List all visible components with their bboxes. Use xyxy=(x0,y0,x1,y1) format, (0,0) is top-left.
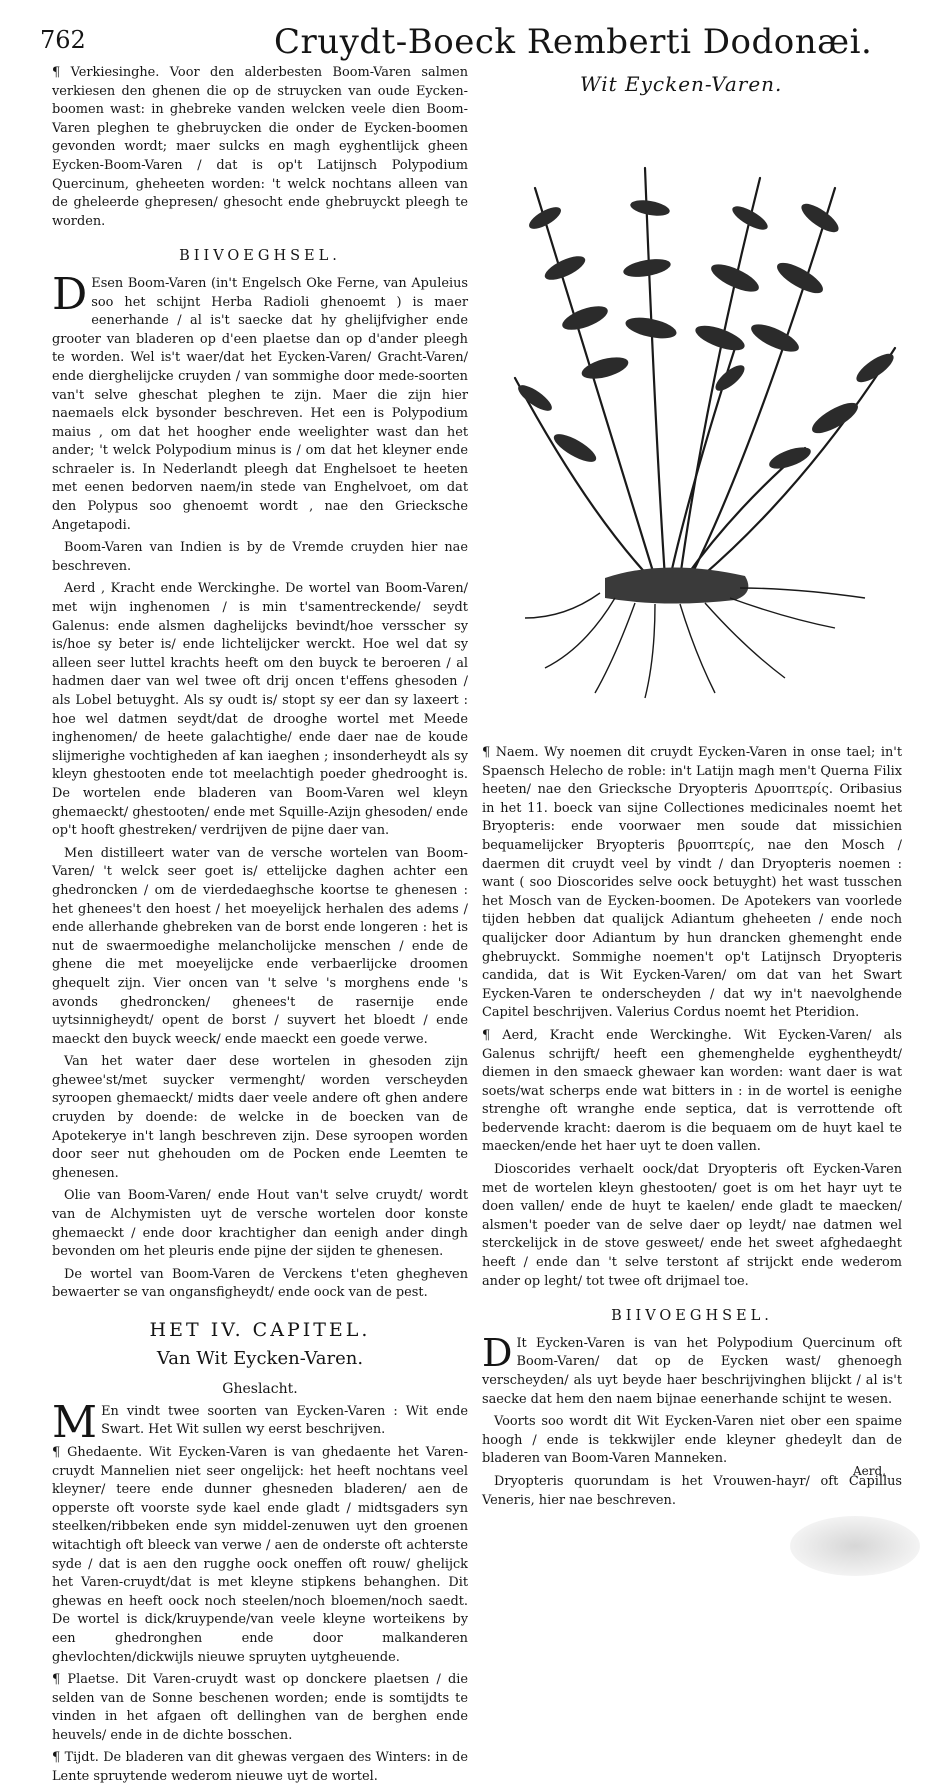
paragraph-text: It Eycken-Varen is van het Polypodium Quercinum oft Boom-Varen/ dat op de Eycken wast/ ghenoegh verscheyden/ als uyt beyde haer beschrijvinghen blijckt / al is't saecke dat hem den naem bijnae eenerhande schijnt te wesen. xyxy=(482,1335,902,1407)
paragraph-dioscorides: Dioscorides verhaelt oock/dat Dryopteris oft Eycken-Varen met de wortelen kleyn ghestooten/ goet is om het hayr uyt te doen vallen/ ende de huyt te kaelen/ ende gladt te maecken/ alsmen't poeder van de selve daer op leydt/ nae datmen wel sterckelijck in de stove gesweet/ ende het sweet afghedaeght heeft / ende dan 't selve terstont af strijckt ende wederom ander op leght/ tot twee oft drijmael toe. xyxy=(482,1162,902,1289)
paragraph-bijvoeghsel-2: Voorts soo wordt dit Wit Eycken-Varen niet ober een spaime hoogh / ende is tekkwijler ende kleyner ghedeylt dan de bladeren van Boom-Varen Manneken. xyxy=(482,1414,902,1467)
paragraph-naem: ¶ Naem. Wy noemen dit cruydt Eycken-Varen in onse tael; in't Spaensch Helecho de roble: in't Latijn magh men't Querna Filix heeten/ nae den Griecksche Dryopteris Δρυοπτερίς. Oribasius in het 11. boeck van sijne Collectiones medicinales noemt het Bryopteris: ende voorwaer men soude dat missichien bequamelijcker Bryopteris βρυοπτερίς, nae den Mosch / daermen dit cruydt veel by vindt / dan Dryopteris noemen : want ( soo Dioscorides selve oock betuyght) het wast tusschen het Mosch van de Eycken-boomen. De Apotekers van voorlede tijden hebben dat qualijck Adiantum gheheeten / ende noch qualijcker door Adiantum by hun drancken ghemenght ende ghebruyckt. Sommighe noemen't op't Latijnsch Dryopteris candida, dat is Wit Eycken-Varen/ om dat van het Swart Eycken-Varen te onderscheyden / dat wy in't naevolghende Capitel beschrijven. Valerius Cordus noemt het Pteridion. xyxy=(482,745,902,1021)
drop-cap: D xyxy=(482,1330,513,1375)
page-number: 762 xyxy=(40,26,86,54)
drop-cap: M xyxy=(52,1396,98,1448)
paragraph-verckens: De wortel van Boom-Varen de Verckens t'eten ghegheven bewaerter se van ongansfigheydt/ ende oock van de pest. xyxy=(52,1266,468,1301)
paragraph-text: En vindt twee soorten van Eycken-Varen : Wit ende Swart. Het Wit sullen wy eerst beschrijven. xyxy=(101,1403,468,1438)
paragraph-verkiesinghe: ¶ Verkiesinghe. Voor den alderbesten Boom-Varen salmen verkiesen den ghenen die op de struycken van oude Eycken-boomen wast: in ghebreke vanden welcken veele dien Boom-Varen pleghen te ghebruycken die onder de Eycken-boomen gevonden wordt; maer sulcks en magh eyghentlijck gheen Eycken-Boom-Varen / dat is op't Latijnsch Polypodium Quercinum, gheheeten worden: 't welck nochtans alleen van de gheleerde ghepresen/ ghesocht ende ghebruyckt pleegh te worden. xyxy=(52,65,468,229)
paragraph-text: Esen Boom-Varen (in't Engelsch Oke Ferne, van Apuleius soo het schijnt Herba Radioli ghenoemt ) is maer eenerhande / al is't saecke dat hy ghelijfvigher ende grooter van bladeren op d'een plaetse dan op d'ander pleegh te worden. Wel is't waer/dat het Eycken-Varen/ Gracht-Varen/ ende dierghelijcke cruyden / van sommighe door mede-soorten van't selve gheschat pleghen te zijn. Maer die zijn hier naemaels elck bysonder beschreven. Het een is Polypodium maius , om dat het hoogher ende weelighter wast dan het ander; 't welck Polypodium minus is / om dat het kleyner ende schraeler is. In Nederlandt pleegh dat Enghelsoet te heeten met eenen bedorven naem/in stede van Enghelvoet, om dat den Polypus soo ghenoemt wordt , nae den Griecksche Angetapodi. xyxy=(52,275,468,533)
catchword: Aerd, xyxy=(853,1464,886,1478)
fern-rhizome xyxy=(605,567,748,603)
paragraph-bijvoeghsel-1 xyxy=(482,1330,902,1409)
paragraph-aerd-kracht: Aerd , Kracht ende Werckinghe. De wortel van Boom-Varen/ met wijn inghenomen / is min t'samentreckende/ seydt Galenus: ende alsmen daghelijcks bevindt/hoe versscher sy is/hoe sy beter is/ ende lichtelijcker werckt. Hoe wel dat sy alleen seer luttel krachts heeft om den buyck te beroeren / al hadmen daer van wel twee oft drij oncen t'effens ghesoden / als Lobel betuyght. Als sy oudt is/ stopt sy eer dan sy laxeert : hoe wel datmen seydt/dat de drooghe wortel met Meede inghenomen/ de heete galachtighe/ ende daer nae de koude slijmerighe vochtigheden af kan iaeghen ; insonderheydt als sy kleyn ghestooten ende tot meelachtigh poeder ghedrooght is. De wortelen ende bladeren van Boom-Varen wel kleyn ghemaeckt/ ghestooten/ ende met Squille-Azijn ghesoden/ ende op't hooft ghestreken/ verdrijven de pijne daer van. xyxy=(52,581,468,839)
paragraph-plaetse: ¶ Plaetse. Dit Varen-cruydt wast op donckere plaetsen / die selden van de Sonne beschenen worden; ende is somtijdts te vinden in het afgaen oft dellinghen van de berghen ende heuvels/ ende in de dichte bosschen. xyxy=(52,1672,468,1743)
running-title: Cruydt-Boeck Remberti Dodonæi. xyxy=(274,22,873,62)
fern-illustration xyxy=(505,148,905,703)
illustration-caption: Wit Eycken-Varen. xyxy=(580,72,783,96)
paragraph-olie: Olie van Boom-Varen/ ende Hout van't selve cruydt/ wordt van de Alchymisten uyt de versche wortelen door konste ghemaeckt / ende door krachtigher dan eenigh ander dingh bevonden om het pleuris ende pijne der sijden te ghenesen. xyxy=(52,1188,468,1260)
paragraph-syroopen: Van het water daer dese wortelen in ghesoden zijn ghewee'st/met suycker vermenght/ worden verscheyden syroopen ghemaeckt/ midts daer veele andere oft ghen andere cruyden by doende: de welcke in de boecken van de Apotekerye in't langh beschreven zijn. Dese syroopen worden door seer nut ghehouden om de Pocken ende Leemten te ghenesen. xyxy=(52,1054,468,1181)
chapter-subtitle: Van Wit Eycken-Varen. xyxy=(156,1347,364,1369)
right-column xyxy=(482,744,902,1514)
paragraph-tijdt: ¶ Tijdt. De bladeren van dit ghewas vergaen des Winters: in de Lente spruytende wederom nieuwe uyt de wortel. xyxy=(52,1750,468,1785)
section-heading-bijvoeghsel: BIIVOEGHSEL. xyxy=(179,248,341,265)
section-heading-bijvoeghsel: BIIVOEGHSEL. xyxy=(611,1308,773,1325)
paragraph-ghedaente: ¶ Ghedaente. Wit Eycken-Varen is van ghedaente het Varen-cruydt Mannelien niet seer ongelijck: het heeft nochtans veel kleyner/ teere ende dunner ghesneden bladeren/ aen de opperste oft voorste syde kael ende gladt / midtsgaders syn steelken/ribbeken ende syn middel-zenuwen uyt den groenen witachtigh oft bleeck van verwe / aen de onderste oft achterste syde / dat is aen den rugghe oock oneffen oft rouw/ ghelijck het Varen-cruydt/dat is met kleyne stipkens behanghen. Dit ghewas en heeft oock noch steelen/noch bloemen/noch saedt. De wortel is dick/kruypende/van veele kleyne worteikens by een ghedronghen ende door malkanderen ghevlochten/dickwijls nieuwe spruyten uytgheuende. xyxy=(52,1444,468,1665)
paragraph-aerd: ¶ Aerd, Kracht ende Werckinghe. Wit Eycken-Varen/ als Galenus schrijft/ heeft een ghemenghelde eyghentheydt/ diemen in den smaeck ghewaer kan worden: want daer is wat soets/wat scherps ende wat bitters in : in de wortel is eenighe strenghe oft wranghe ende septica, dat is verrottende oft bedervende kracht: daerom is die bequaem om de huyt kael te maecken/ende het haer uyt te doen vallen. xyxy=(482,1027,902,1155)
drop-cap: D xyxy=(52,268,88,320)
paragraph-bijvoeghsel-2: Boom-Varen van Indien is by de Vremde cruyden hier nae beschreven. xyxy=(52,540,468,574)
paper-stain xyxy=(790,1516,920,1576)
left-column xyxy=(52,64,468,1791)
subheading-gheslacht: Gheslacht. xyxy=(222,1381,298,1398)
paragraph-bijvoeghsel-1 xyxy=(52,268,468,535)
chapter-title: HET IV. CAPITEL. xyxy=(149,1319,371,1341)
paragraph-distilleert: Men distilleert water van de versche wortelen van Boom-Varen/ 't welck seer goet is/ ettelijcke daghen achter een ghedroncken / om de vierdedaeghsche koortse te ghenesen : het ghenees't den hoest / het moeyelijck herhalen des adems / ende allerhande ghebreken van de borst ende longeren : het is nut de swaermoedighe melancholijcke menschen / ende de ghene die met moeyelijcke ende verbaerlijcke droomen ghequelt zijn. Vier oncen van 't selve 's morghens ende 's avonds ghedroncken/ ghenees't de rasernije ende uytsinnigheydt/ opent de borst / suyvert het bloedt / ende maeckt den buyck weeck/ ende maeckt een goede verwe. xyxy=(52,845,468,1047)
paragraph-gheslacht xyxy=(52,1396,468,1448)
fern-roots xyxy=(525,588,865,698)
fern-leaflets xyxy=(515,198,898,473)
paragraph-bijvoeghsel-3: Dryopteris quorundam is het Vrouwen-hayr/ oft Capillus Veneris, hier nae beschreven. xyxy=(482,1473,902,1508)
